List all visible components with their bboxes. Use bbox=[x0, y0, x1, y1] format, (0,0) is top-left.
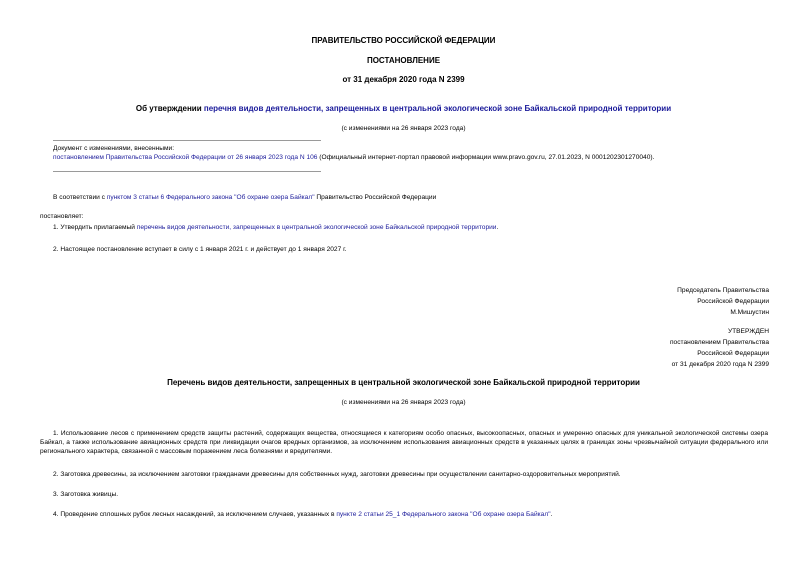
decree-title bbox=[0, 104, 807, 115]
approved-line-3: Российской Федерации bbox=[697, 349, 769, 357]
signature-line-1: Председатель Правительства bbox=[677, 287, 769, 294]
point-1-suffix: . bbox=[496, 224, 499, 231]
point-1 bbox=[53, 224, 498, 233]
list-item-4-link[interactable]: пункте 2 статьи 25_1 Федерального закона "Об охране озера Байкал" bbox=[336, 511, 551, 518]
changes-box bbox=[53, 145, 768, 163]
doc-type-heading: ПОСТАНОВЛЕНИЕ bbox=[366, 56, 441, 65]
changes-intro: Документ с изменениями, внесенными: bbox=[53, 145, 175, 152]
approved-line-1: УТВЕРЖДЕН bbox=[727, 328, 769, 335]
changes-rest: (Официальный интернет-портал правовой информации www.pravo.gov.ru, 27.01.2023, N 0001202301270040). bbox=[317, 153, 655, 161]
preamble bbox=[53, 194, 436, 203]
signature-line-3: М.Мишустин bbox=[730, 308, 769, 316]
list-item-3: 3. Заготовка живицы. bbox=[53, 491, 119, 498]
signature-line-2: Российской Федерации bbox=[697, 297, 769, 305]
approved-line-2: постановлением Правительства bbox=[669, 338, 769, 346]
government-heading: ПРАВИТЕЛЬСТВО РОССИЙСКОЙ ФЕДЕРАЦИИ bbox=[311, 36, 496, 45]
preamble-prefix: В соответствии с bbox=[53, 194, 107, 201]
list-item-4 bbox=[53, 511, 552, 520]
list-title: Перечень видов деятельности, запрещенных в центральной экологической зоне Байкальской природной территории bbox=[167, 378, 640, 387]
changes-top-rule bbox=[53, 140, 321, 141]
point-1-link[interactable]: перечень видов деятельности, запрещенных в центральной экологической зоне Байкальской природной территории bbox=[136, 224, 497, 231]
changes-link[interactable]: постановлением Правительства Российской Федерации от 26 января 2023 года N 106 bbox=[53, 153, 318, 161]
preamble-law-link[interactable]: пунктом 3 статьи 6 Федерального закона "Об охране озера Байкал" bbox=[106, 194, 315, 201]
changes-line bbox=[53, 154, 768, 163]
list-amendments-note: (с изменениями на 26 января 2023 года) bbox=[341, 399, 466, 406]
amendments-note: (с изменениями на 26 января 2023 года) bbox=[341, 125, 466, 132]
signature-block bbox=[677, 287, 769, 318]
date-number-heading: от 31 декабря 2020 года N 2399 bbox=[342, 75, 465, 84]
preamble-suffix: Правительство Российской Федерации bbox=[314, 194, 437, 201]
point-1-prefix: 1. Утвердить прилагаемый bbox=[53, 224, 137, 231]
list-item-4-suffix: . bbox=[550, 511, 553, 518]
approved-block bbox=[670, 328, 769, 370]
list-item-1: 1. Использование лесов с применением средств защиты растений, содержащих вещества, относящиеся к категориям особо опасных, высокоопасных, опасных и умеренно опасных для уникальной экологической системы озера Байкал, а также использование авиационных средств при ликвидации очагов вредных организмов, за исключением использования авиационных средств в указанных целях в границах зоны чрезвычайной ситуации федерального или регионального характера, связанной с массовым поражением леса болезнями и вредителями. bbox=[40, 430, 768, 455]
list-item-4-prefix: 4. Проведение сплошных рубок лесных насаждений, за исключением случаев, указанных в bbox=[53, 511, 337, 518]
changes-bottom-rule bbox=[53, 171, 321, 172]
decides-word: постановляет: bbox=[40, 213, 84, 220]
decree-title-link[interactable]: перечня видов деятельности, запрещенных в центральной экологической зоне Байкальской природной территории bbox=[203, 104, 672, 113]
point-2: 2. Настоящее постановление вступает в силу с 1 января 2021 г. и действует до 1 января 2027 г. bbox=[53, 246, 347, 253]
list-item-2: 2. Заготовка древесины, за исключением заготовки гражданами древесины для собственных нужд, заготовки древесины при осуществлении санитарно-оздоровительных мероприятий. bbox=[53, 471, 621, 478]
approved-line-4: от 31 декабря 2020 года N 2399 bbox=[671, 360, 769, 368]
decree-title-prefix: Об утверждении bbox=[135, 104, 204, 113]
